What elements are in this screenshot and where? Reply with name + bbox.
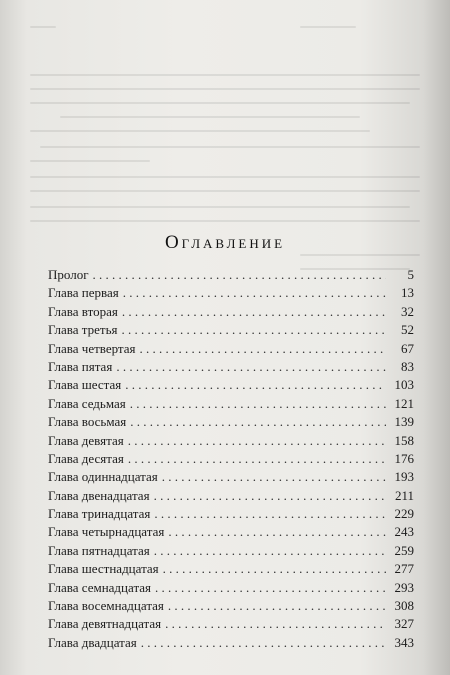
toc-leader-dots bbox=[141, 634, 386, 652]
toc-entry bbox=[48, 487, 414, 505]
toc-leader-dots bbox=[154, 487, 386, 505]
toc-leader-dots bbox=[116, 358, 386, 376]
toc-entry-label: Глава десятая bbox=[48, 450, 124, 466]
toc-entry bbox=[48, 468, 414, 486]
toc-entry-page-number: 176 bbox=[394, 450, 414, 466]
bleed-line bbox=[300, 254, 420, 256]
toc-entry-page-number: 121 bbox=[394, 395, 414, 411]
toc-entry-page-number: 277 bbox=[394, 561, 414, 577]
toc-leader-dots bbox=[154, 505, 386, 523]
bleed-line bbox=[60, 116, 360, 118]
bleed-line bbox=[30, 176, 420, 178]
toc-entry bbox=[48, 432, 414, 450]
toc-leader-dots bbox=[140, 340, 386, 358]
toc-entry-page-number: 211 bbox=[394, 487, 414, 503]
toc-title: Оглавление bbox=[164, 232, 286, 253]
toc-entry bbox=[48, 523, 414, 541]
toc-leader-dots bbox=[130, 395, 386, 413]
toc-entry-label: Глава шестнадцатая bbox=[48, 561, 159, 577]
toc-leader-dots bbox=[128, 432, 386, 450]
toc-leader-dots bbox=[163, 560, 386, 578]
toc-entry bbox=[48, 542, 414, 560]
toc-entry-label: Глава девятнадцатая bbox=[48, 616, 162, 632]
toc-entry-page-number: 293 bbox=[394, 579, 414, 595]
toc-entry-label: Глава четырнадцатая bbox=[48, 524, 165, 540]
toc-entry bbox=[48, 340, 414, 358]
toc-entry-label: Глава восемнадцатая bbox=[48, 598, 164, 614]
toc-entry bbox=[48, 358, 414, 376]
toc-entry bbox=[48, 321, 414, 339]
bleed-line bbox=[30, 190, 420, 192]
toc-entry bbox=[48, 579, 414, 597]
toc-entry-page-number: 83 bbox=[401, 358, 414, 374]
toc-entry-page-number: 327 bbox=[394, 616, 414, 632]
bleed-line bbox=[30, 74, 420, 76]
toc-entry-label: Глава вторая bbox=[48, 303, 118, 319]
toc-leader-dots bbox=[128, 450, 386, 468]
toc-leader-dots bbox=[122, 303, 386, 321]
toc-entry-page-number: 158 bbox=[394, 432, 414, 448]
toc-entry-page-number: 13 bbox=[401, 285, 414, 301]
toc-leader-dots bbox=[162, 468, 386, 486]
toc-entry-label: Глава одиннадцатая bbox=[48, 469, 158, 485]
toc-entry-page-number: 229 bbox=[394, 506, 414, 522]
toc-entry-label: Глава семнадцатая bbox=[48, 579, 152, 595]
toc-entry bbox=[48, 615, 414, 633]
toc-entry bbox=[48, 376, 414, 394]
toc-entry-label: Пролог bbox=[48, 267, 89, 282]
toc-leader-dots bbox=[154, 542, 386, 560]
toc-entry-label: Глава двенадцатая bbox=[48, 487, 150, 503]
toc-entry bbox=[48, 413, 414, 431]
toc-entry bbox=[48, 597, 414, 615]
toc-entry-label: Глава четвертая bbox=[48, 340, 136, 356]
toc-leader-dots bbox=[165, 615, 386, 633]
toc-entry-label: Глава пятая bbox=[48, 358, 113, 374]
bleed-line bbox=[30, 220, 420, 222]
toc-entry-page-number: 259 bbox=[394, 542, 414, 558]
toc-leader-dots bbox=[155, 579, 386, 597]
bleed-line bbox=[30, 26, 56, 28]
toc-entry-label: Глава седьмая bbox=[48, 395, 126, 411]
toc-entry-page-number: 139 bbox=[394, 414, 414, 430]
toc-leader-dots bbox=[168, 523, 386, 541]
toc-leader-dots bbox=[121, 321, 386, 339]
toc-entry-page-number: 67 bbox=[401, 340, 414, 356]
toc-list bbox=[48, 266, 414, 652]
toc-entry-page-number: 193 bbox=[394, 469, 414, 485]
toc-entry-page-number: 32 bbox=[401, 303, 414, 319]
toc-entry-label: Глава тринадцатая bbox=[48, 506, 151, 522]
toc-leader-dots bbox=[130, 413, 386, 431]
toc-entry-page-number: 52 bbox=[401, 322, 414, 338]
toc-entry-label: Глава третья bbox=[48, 322, 118, 338]
bleed-through-text bbox=[0, 0, 450, 300]
toc-entry bbox=[48, 634, 414, 652]
toc-entry bbox=[48, 450, 414, 468]
toc-entry-page-number: 243 bbox=[394, 524, 414, 540]
toc-entry bbox=[48, 395, 414, 413]
bleed-line bbox=[30, 102, 410, 104]
bleed-line bbox=[30, 130, 370, 132]
bleed-line bbox=[30, 88, 420, 90]
toc-leader-dots bbox=[125, 376, 386, 394]
toc-entry bbox=[48, 284, 414, 302]
toc-entry bbox=[48, 505, 414, 523]
toc-entry-page-number: 5 bbox=[407, 267, 414, 282]
toc-entry-label: Глава девятая bbox=[48, 432, 124, 448]
toc-entry-page-number: 308 bbox=[394, 598, 414, 614]
bleed-line bbox=[40, 146, 420, 148]
toc-leader-dots bbox=[123, 284, 386, 302]
toc-entry-label: Глава восьмая bbox=[48, 414, 127, 430]
toc-leader-dots bbox=[93, 266, 386, 284]
toc-entry-label: Глава пятнадцатая bbox=[48, 542, 150, 558]
toc-entry-page-number: 103 bbox=[394, 377, 414, 393]
bleed-line bbox=[30, 206, 410, 208]
toc-leader-dots bbox=[168, 597, 386, 615]
bleed-line bbox=[300, 26, 356, 28]
toc-entry bbox=[48, 560, 414, 578]
toc-entry-page-number: 343 bbox=[394, 634, 414, 650]
toc-entry-label: Глава шестая bbox=[48, 377, 122, 393]
bleed-line bbox=[30, 160, 150, 162]
toc-entry-label: Глава первая bbox=[48, 285, 119, 301]
toc-entry-label: Глава двадцатая bbox=[48, 634, 137, 650]
toc-entry bbox=[48, 303, 414, 321]
toc-entry bbox=[48, 266, 414, 284]
